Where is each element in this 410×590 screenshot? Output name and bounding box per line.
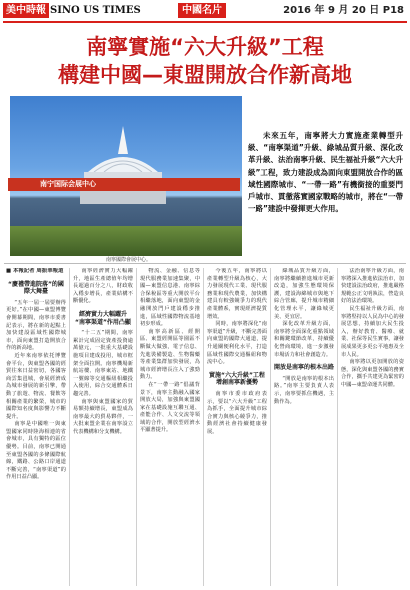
photo-lawn xyxy=(10,226,242,256)
subheading: “慶禮帶進院落”的國際大舞臺 xyxy=(8,280,64,296)
body-column-4 xyxy=(207,268,267,586)
body-paragraph: “開放是南寧的根本出路。”南寧主要負責人表示，南寧要抓住機遇，主動作為。 xyxy=(274,375,334,405)
lead-text: 未來五年，南寧將大力實施產業轉型升級、“南寧渠道”升級、綠城品質升級、深化改革升級、法治南寧升級、民生福祉升級“六大升級”工程，致力建設成為面向東盟開放合作的區域性國際城市、“一帶一路”有機銜接的重要門戶城市、貫徹落實國家戰略的城市，將在“一帶一路”建設中發揮更大作用。 xyxy=(248,131,403,214)
masthead-rule xyxy=(3,21,407,23)
body-paragraph: 法治南寧升級方面，南寧將深入推進依法治市，加快建設法治政府，推進嚴格規範公正文明執法，營造良好的法治環境。 xyxy=(341,268,404,305)
body-paragraph: “五年一屆一屆要辦得更好。”在中國—東盟博覽會開幕期間，南寧市委書記表示，將在新的起點上加快建設區域性國際城市，面向東盟打造開放合作的新高地。 xyxy=(6,299,66,352)
body-column-3 xyxy=(140,268,200,586)
body-paragraph: 深化改革升級方面，南寧將全面深化重點領域和關鍵環節改革，持續優化營商環境，進一步激發市場活力和社會創造力。 xyxy=(274,321,334,358)
brand-logo-cn: 美中時報 xyxy=(3,3,49,18)
photo-banner: 南宁国际会展中心 xyxy=(8,178,240,191)
body-paragraph: 綠城品質升級方面，南寧將繼續推進城市更新改造，加強生態環境保護，建設海綿城市與地下綜合管廊，提升城市精細化管理水平，讓綠城更美、更宜居。 xyxy=(274,268,334,320)
column-divider xyxy=(69,268,70,586)
body-paragraph: 南寧將以更加開放的姿態，深化與東盟各國的務實合作，攜手共建更為緊密的中國—東盟命運共同體。 xyxy=(341,359,404,388)
body-paragraph: 南寧經濟實力大幅躍升，地區生產總值年均增長超過百分之八，財政收入穩步增長，產業結構不斷優化。 xyxy=(73,268,133,305)
section-divider xyxy=(4,263,406,264)
subheading: 經濟實力大幅躍升 “南寧渠道”作用凸顯 xyxy=(75,310,131,326)
masthead xyxy=(0,0,410,22)
date-page: 2016 年 9 月 20 日 P18 xyxy=(283,5,404,16)
body-paragraph: 物流、金融、信息等現代服務業加速集聚，中國—東盟信息港、南寧綜合保稅區等重大開放平台相繼落地，面向東盟的金融開放門戶建設穩步推進，區域性國際物流基地初步形成。 xyxy=(140,268,200,328)
column-divider xyxy=(270,268,271,586)
body-column-1 xyxy=(6,268,66,586)
convention-center-dome-icon xyxy=(80,124,166,204)
subheading: 實施“六大升級”工程 增創南寧新優勢 xyxy=(209,371,265,387)
photo-convention-center xyxy=(10,96,242,256)
subheading: 開放是南寧的根本出路 xyxy=(274,364,334,372)
brand-name-en: SINO US TIMES xyxy=(50,5,141,16)
column-divider xyxy=(203,268,204,586)
body-column-2 xyxy=(73,268,133,586)
body-paragraph: 在“一帶一路”倡議背景下，南寧主動融入國家開放大局，加強與東盟國家在基礎設施互聯互通、產能合作、人文交流等領域的合作，開放型經濟水平顯著提升。 xyxy=(140,381,200,434)
headline-line-2: 構建中國—東盟開放合作新高地 xyxy=(58,63,352,87)
body-paragraph: 今後五年，南寧將以產業轉型升級為核心，大力發展現代工業、現代服務業和現代農業，加快構建具有較強競爭力的現代產業體系，實現經濟提質增效。 xyxy=(207,268,267,320)
body-paragraph: 南寧市委市政府表示，要以“六大升級”工程為抓手，全面提升城市綜合實力與核心競爭力，推動經濟社會持續健康發展。 xyxy=(207,390,267,435)
column-divider xyxy=(337,268,338,586)
body-column-6 xyxy=(341,268,404,586)
lead-paragraph xyxy=(248,130,403,215)
body-paragraph: 南寧是中國唯一與東盟國家同時陸海相連的省會城市，具有獨特的區位優勢。目前，南寧已開通至東盟各國的多條國際航線，鐵路、公路口岸通道不斷完善，“南寧渠道”的作用日益凸顯。 xyxy=(6,421,66,481)
body-paragraph: 同時，南寧將深化“南寧渠道”升級，不斷完善面向東盟的國際大通道，提升通關便利化水平，打造區域性國際交通樞紐和物流中心。 xyxy=(207,321,267,366)
byline: ■ 本報記者 周振華報道 xyxy=(6,268,64,274)
headline-line-1: 南寧實施“六大升級”工程 xyxy=(86,35,324,59)
body-paragraph: 近年來南寧依托博覽會平台，與東盟各國的經貿往來日益密切，各國客商雲集邕城，會展經濟成為城市發展的新引擎，帶動了旅遊、物流、餐飲等相關產業的繁榮，城市的國際知名度與影響力不斷提升。 xyxy=(6,352,66,420)
body-paragraph: 民生福祉升級方面，南寧將堅持以人民為中心的發展思想，持續加大民生投入，辦好教育、醫療、就業、社保等民生實事，讓發展成果更多更公平地惠及全市人民。 xyxy=(341,305,404,358)
section-label: 中國名片 xyxy=(178,3,226,18)
column-divider xyxy=(136,268,137,586)
body-paragraph: “十二五”期間，南寧累計完成固定資產投資逾萬億元，一批重大基礎設施項目建成投用，城市框架全面拉開。南寧機場新航站樓、南寧東站、地鐵一號線等交通樞紐相繼投入使用，綜合交通體系日趨完善。 xyxy=(73,330,133,397)
body-paragraph: 南寧與東盟國家的貿易額持續增長，東盟成為南寧最大的貿易夥伴，一大批東盟企業在南寧設立代表機構和分支機構。 xyxy=(73,398,133,435)
body-paragraph: 南寧高新區、經開區、東盟經開區等園區不斷做大做強，電子信息、先進裝備製造、生物醫藥等產業集群加快發展，為城市經濟增長注入了強勁動力。 xyxy=(140,328,200,381)
photo-caption: 南寧國際會展中心。 xyxy=(106,257,152,263)
body-column-5 xyxy=(274,268,334,586)
